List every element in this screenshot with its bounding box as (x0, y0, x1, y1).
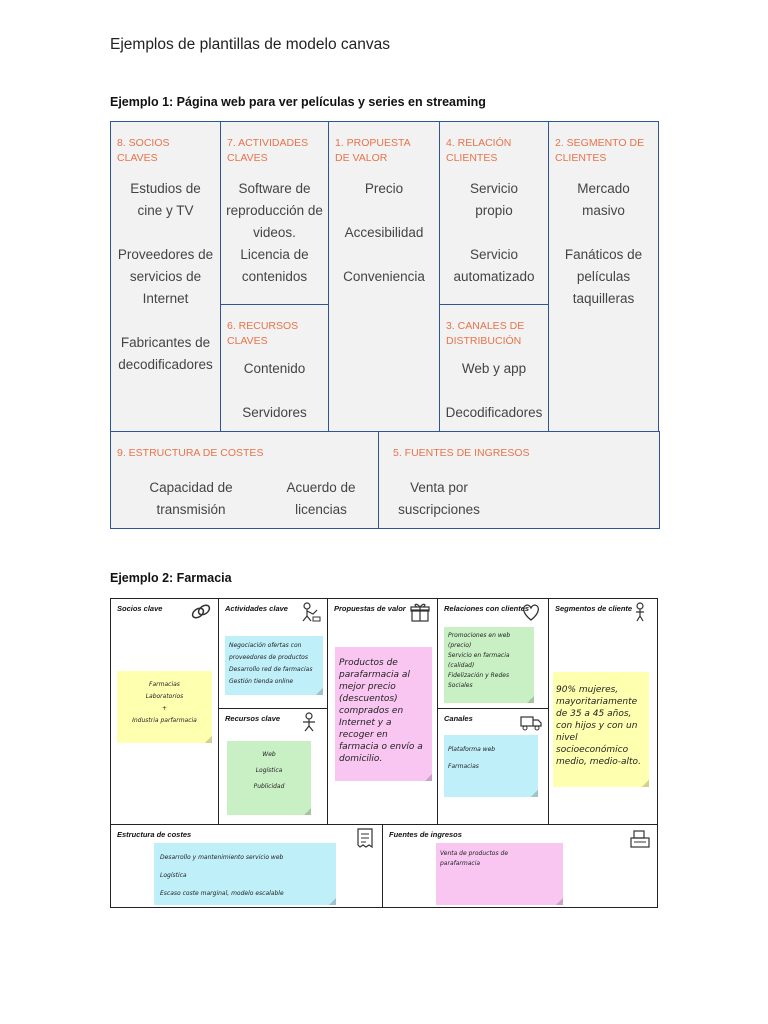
text-line: licencias (295, 502, 347, 517)
costes-column-2 (241, 477, 379, 521)
block-content (440, 178, 548, 288)
block-fuentes-ingresos (378, 431, 660, 529)
text-line (329, 200, 439, 222)
text-line: farmacia o envío a (339, 742, 423, 752)
text-line: Precio (364, 181, 404, 196)
text-line: Venta por (410, 480, 468, 495)
block-propuestas-valor (327, 598, 438, 825)
text-line: transmisión (156, 502, 226, 517)
text-line: Gestión tienda online (229, 678, 294, 685)
truck-icon (520, 712, 542, 732)
text-line: Productos de (339, 658, 398, 668)
block-estructura-costes (110, 431, 379, 529)
text-line: Accesibilidad (344, 225, 424, 240)
block-label: Socios clave (117, 604, 163, 613)
text-line: 90% mujeres, (556, 685, 619, 695)
text-line: masivo (582, 203, 625, 218)
text-line: recoger en (339, 730, 388, 740)
text-line: automatizado (453, 269, 535, 284)
gift-icon (409, 602, 431, 622)
text-line: socioeconómico (556, 745, 629, 755)
text-line: con hijos y con un (556, 721, 638, 731)
text-line: (descuentos) (339, 694, 398, 704)
text-line: Capacidad de (149, 480, 233, 495)
text-line: propio (475, 203, 513, 218)
sticky-note (335, 647, 432, 781)
worker-icon (299, 602, 321, 622)
block-heading: 6. RECURSOS CLAVES (227, 320, 299, 347)
text-line: Sociales (448, 682, 473, 689)
block-recursos-clave (218, 708, 328, 825)
text-line: mejor precio (339, 682, 396, 692)
receipt-icon (354, 828, 376, 848)
block-heading: 9. ESTRUCTURA DE COSTES (117, 447, 264, 459)
block-canales-distribucion (439, 304, 549, 432)
text-line: Logística (160, 872, 187, 879)
block-content (549, 178, 658, 310)
heart-icon (520, 602, 542, 622)
text-line: videos. (253, 225, 296, 240)
text-line: películas (576, 269, 631, 284)
text-line: Fabricantes de (120, 335, 211, 350)
block-heading: 2. SEGMENTO DE CLIENTES (555, 137, 645, 164)
block-relacion-clientes (439, 121, 549, 305)
example1-title: Ejemplo 1: Página web para ver películas y series en streaming (110, 95, 486, 109)
block-content (379, 477, 499, 521)
block-heading: 7. ACTIVIDADES CLAVES (227, 137, 309, 164)
text-line: Servicio (469, 181, 518, 196)
block-label: Relaciones con clientes (444, 604, 530, 613)
text-line: Acuerdo de (286, 480, 356, 495)
block-actividades-claves (220, 121, 329, 305)
text-line: Internet y a (339, 718, 392, 728)
block-socios-claves (110, 121, 221, 432)
text-line: mayoritariamente (556, 697, 638, 707)
block-heading: 5. FUENTES DE INGRESOS (393, 447, 530, 459)
text-line (549, 222, 658, 244)
worker-icon (299, 712, 321, 732)
sticky-note (436, 843, 563, 905)
text-line: Venta de productos de (440, 850, 509, 857)
block-estructura-costes (110, 824, 383, 908)
text-line: taquilleras (572, 291, 635, 306)
text-line: + (161, 705, 168, 712)
text-line: Promociones en web (448, 632, 511, 639)
text-line: parafarmacia al (339, 670, 410, 680)
block-label: Segmentos de cliente (555, 604, 633, 613)
text-line: reproducción de (226, 203, 323, 218)
block-label: Canales (444, 714, 473, 723)
block-label: Recursos clave (225, 714, 281, 723)
block-heading: 8. SOCIOS CLAVES (117, 137, 170, 164)
text-line: Fidelización y Redes (448, 672, 510, 679)
text-line: contenidos (241, 269, 308, 284)
sticky-note (154, 843, 336, 905)
block-heading: 1. PROPUESTA DE VALOR (335, 137, 411, 164)
text-line: Farmacias (149, 681, 180, 688)
text-line: comprados en (339, 706, 404, 716)
chain-link-icon (190, 602, 212, 622)
block-recursos-claves (220, 304, 329, 432)
example2-title: Ejemplo 2: Farmacia (110, 571, 232, 585)
text-line: medio, medio-alto. (556, 757, 641, 767)
text-line: suscripciones (398, 502, 480, 517)
text-line: Laboratorios (145, 693, 184, 700)
text-line (111, 222, 220, 244)
text-line (329, 244, 439, 266)
block-content (221, 178, 328, 288)
text-line: parafarmacia (440, 860, 481, 867)
document-title: Ejemplos de plantillas de modelo canvas (110, 36, 391, 53)
text-line: servicios de (129, 269, 202, 284)
text-line: Servicio en farmacia (448, 652, 510, 659)
text-line: Software de (238, 181, 311, 196)
text-line: (precio) (448, 642, 472, 649)
block-relaciones-clientes (437, 598, 549, 709)
block-label: Propuestas de valor (334, 604, 406, 613)
person-icon (629, 602, 651, 622)
block-content (111, 178, 220, 376)
block-content (329, 178, 439, 288)
sticky-note (225, 636, 323, 695)
block-segmento-clientes (548, 121, 659, 432)
block-fuentes-ingresos (382, 824, 658, 908)
text-line: Publicidad (253, 783, 285, 790)
text-line (111, 310, 220, 332)
text-line: Servicio (469, 247, 518, 262)
text-line: Plataforma web (448, 746, 496, 753)
text-line: Fanáticos de (564, 247, 643, 262)
text-line: Logística (255, 767, 283, 774)
sticky-note (444, 735, 538, 797)
text-line: Decodificadores (445, 405, 543, 420)
text-line: Escaso coste marginal, modelo escalable (160, 890, 284, 897)
text-line: cine y TV (137, 203, 194, 218)
text-line (440, 380, 548, 402)
block-socios-clave (110, 598, 219, 825)
block-content (440, 358, 548, 424)
text-line: Web (262, 751, 276, 758)
text-line: decodificadores (118, 357, 213, 372)
block-propuesta-valor (328, 121, 440, 432)
text-line: nivel (556, 733, 578, 743)
text-line: domicilio. (339, 754, 383, 764)
text-line: Desarrollo red de farmacias (229, 666, 313, 673)
block-actividades-clave (218, 598, 328, 709)
text-line (221, 380, 328, 402)
text-line: Industria parfarmacia (132, 717, 197, 724)
text-line: Licencia de (240, 247, 309, 262)
block-heading: 4. RELACIÓN CLIENTES (446, 137, 512, 164)
text-line: Contenido (243, 361, 306, 376)
sticky-note (117, 671, 212, 743)
sticky-note (444, 627, 534, 703)
text-line: de 35 a 45 años, (556, 709, 632, 719)
text-line: Desarrollo y mantenimiento servicio web (160, 854, 284, 861)
block-label: Estructura de costes (117, 830, 192, 839)
text-line: Web y app (461, 361, 527, 376)
block-heading: 3. CANALES DE DISTRIBUCIÓN (446, 320, 525, 347)
text-line: Negociación ofertas con (229, 642, 302, 649)
text-line: proveedores de productos (229, 654, 308, 661)
text-line: Conveniencia (343, 269, 425, 284)
text-line (440, 222, 548, 244)
sticky-note (227, 741, 311, 815)
text-line: (calidad) (448, 662, 475, 669)
cash-register-icon (629, 828, 651, 848)
block-label: Actividades clave (225, 604, 288, 613)
block-canales (437, 708, 549, 825)
text-line: Mercado (577, 181, 630, 196)
text-line: Internet (142, 291, 189, 306)
text-line: Proveedores de (117, 247, 214, 262)
block-content (221, 358, 328, 424)
text-line: Servidores (242, 405, 307, 420)
sticky-note (553, 672, 649, 787)
block-segmentos-cliente (548, 598, 658, 825)
text-line: Farmacias (448, 763, 479, 770)
text-line: Estudios de (130, 181, 201, 196)
block-label: Fuentes de ingresos (389, 830, 462, 839)
